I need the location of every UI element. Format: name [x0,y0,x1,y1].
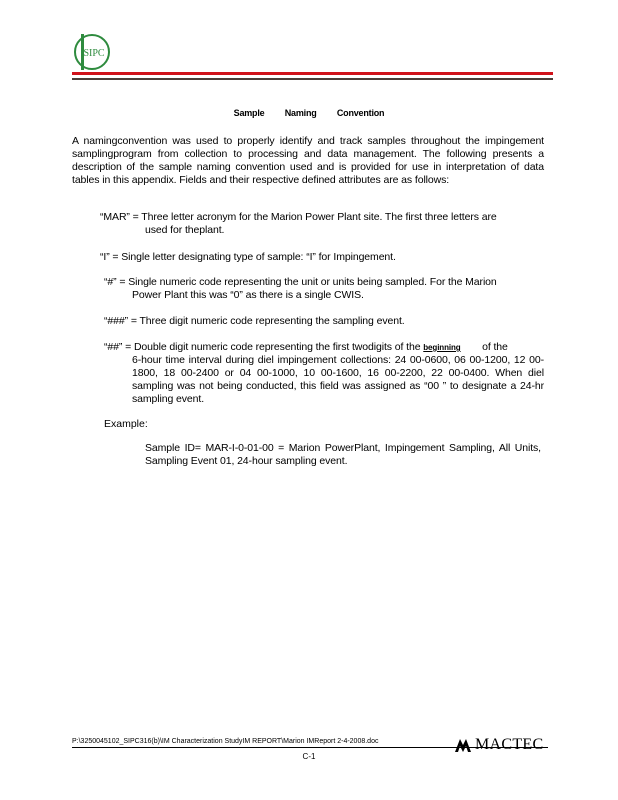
mactec-logo [454,736,543,754]
example-label: Example: [104,418,148,430]
page-title: Sample Naming Convention [233,108,385,118]
definition-mar-head: “MAR” = Three letter acronym for the Marion Power Plant site. The first three letters are [100,211,497,223]
definition-unit-cont: Power Plant this was “0” as there is a single CWIS. [132,289,364,301]
definition-event [104,315,544,328]
header-red-rule [72,72,553,75]
underlined-word: beginning [423,343,461,352]
definition-i-head: “I” = Single letter designating type of sample: “I” for Impingement. [100,251,396,263]
footer-file-path: P:\3250045102_SIPC316(b)\IM Characterization StudyIM REPORT\Marion IMReport 2-4-2008.doc [72,738,379,745]
definition-interval [104,341,544,406]
definition-interval-head-a: “##” = Double digit numeric code representing the first twodigits of the [104,341,421,353]
example-body: Sample ID= MAR-I-0-01-00 = Marion PowerPlant, Impingement Sampling, All Units, Sampling Event 01, 24-hour sampling event. [145,442,541,467]
header-dark-rule [72,78,553,80]
definition-interval-cont: 6-hour time interval during diel impingement collections: 24 00-0600, 06 00-1200, 12 00-1800, 18 00-2400 or 04 00-1000, 10 00-1600, 16 00-2200, 22 00-0400. When diel sampling was not being conducted, this field was assigned as “00 ” to designate a 24-hr sampling event. [132,354,544,405]
definition-unit-head: “#” = Single numeric code representing the unit or units being sampled. For the Marion [104,276,497,288]
page-number: C-1 [302,752,316,761]
intro-paragraph: A namingconvention was used to properly identify and track samples throughout the impingement samplingprogram from collection to processing and data management. The following presents a description of the sample naming convention used and is provided for use in interpretation of data tables in this appendix. Fields and their respective defined attributes are as follows: [72,135,544,186]
mactec-wordmark: MACTEC [475,736,544,753]
definition-mar-cont: used for theplant. [145,224,225,236]
logo-text: SIPC [83,48,105,59]
definition-event-head: “###” = Three digit numeric code representing the sampling event. [104,315,405,327]
definition-interval-head-b: of the [482,341,508,353]
definition-i [100,251,544,264]
mactec-emblem-icon [454,737,472,753]
sipc-logo [72,32,112,72]
definition-unit [104,276,544,302]
definition-mar [100,211,544,237]
